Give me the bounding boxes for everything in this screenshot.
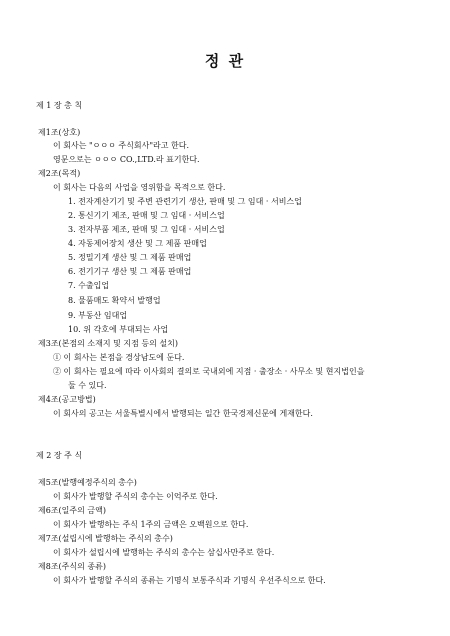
document-title: 정 관 bbox=[204, 52, 246, 70]
list-item: 4. 자동제어장치 생산 및 그 제품 판매업 bbox=[68, 239, 207, 248]
article-7-heading: 제7조(설립시에 발행하는 주식의 총수) bbox=[38, 534, 173, 543]
list-item: 8. 물품매도 확약서 발행업 bbox=[68, 296, 161, 305]
article-5-heading: 제5조(발행예정주식의 총수) bbox=[38, 478, 137, 487]
article-3-item: ② 이 회사는 필요에 따라 이사회의 결의로 국내외에 지점 · 출장소 · 사무소 및 현지법인을 bbox=[53, 367, 365, 376]
article-8-heading: 제8조(주식의 종류) bbox=[38, 562, 106, 571]
chapter-1-title: 제 1 장 총 칙 bbox=[36, 101, 83, 110]
article-6-line: 이 회사가 발행하는 주식 1주의 금액은 오백원으로 한다. bbox=[53, 520, 249, 529]
article-6-heading: 제6조(일주의 금액) bbox=[38, 506, 106, 515]
list-item: 6. 전기기구 생산 및 그 제품 판매업 bbox=[68, 267, 192, 276]
article-3-item: ① 이 회사는 본점을 경상남도에 둔다. bbox=[53, 353, 185, 362]
article-2-intro: 이 회사는 다음의 사업을 영위함을 목적으로 한다. bbox=[53, 183, 226, 192]
article-3-item-continued: 둘 수 있다. bbox=[68, 381, 107, 390]
list-item: 3. 전자부품 제조, 판매 및 그 임대 · 서비스업 bbox=[68, 225, 225, 234]
article-4-heading: 제4조(공고방법) bbox=[38, 395, 96, 404]
list-item: 2. 통신기기 제조, 판매 및 그 임대 · 서비스업 bbox=[68, 211, 225, 220]
list-item: 10. 위 각호에 부대되는 사업 bbox=[68, 325, 169, 334]
article-7-line: 이 회사가 설립시에 발행하는 주식의 총수는 삼십사만주로 한다. bbox=[53, 548, 275, 557]
article-1-heading: 제1조(상호) bbox=[38, 128, 81, 137]
list-item: 5. 정밀기계 생산 및 그 제품 판매업 bbox=[68, 253, 192, 262]
article-8-line: 이 회사가 발행할 주식의 종류는 기명식 보통주식과 기명식 우선주식으로 한다. bbox=[53, 576, 326, 585]
chapter-2-title: 제 2 장 주 식 bbox=[36, 451, 83, 460]
list-item: 1. 전자계산기기 및 주변 관련기기 생산, 판매 및 그 임대 · 서비스업 bbox=[68, 197, 302, 206]
article-3-heading: 제3조(본점의 소재지 및 지점 등의 설치) bbox=[38, 339, 178, 348]
article-5-line: 이 회사가 발행할 주식의 총수는 이억주로 한다. bbox=[53, 492, 218, 501]
list-item: 7. 수출입업 bbox=[68, 281, 110, 290]
article-1-line: 영문으로는 ㅇㅇㅇ CO.,LTD.라 표기한다. bbox=[53, 155, 200, 164]
article-2-heading: 제2조(목적) bbox=[38, 169, 81, 178]
article-1-line: 이 회사는 "ㅇㅇㅇ 주식회사"라고 한다. bbox=[53, 141, 189, 150]
list-item: 9. 부동산 임대업 bbox=[68, 311, 128, 320]
article-4-line: 이 회사의 공고는 서울특별시에서 발행되는 일간 한국경제신문에 게재한다. bbox=[53, 409, 313, 418]
